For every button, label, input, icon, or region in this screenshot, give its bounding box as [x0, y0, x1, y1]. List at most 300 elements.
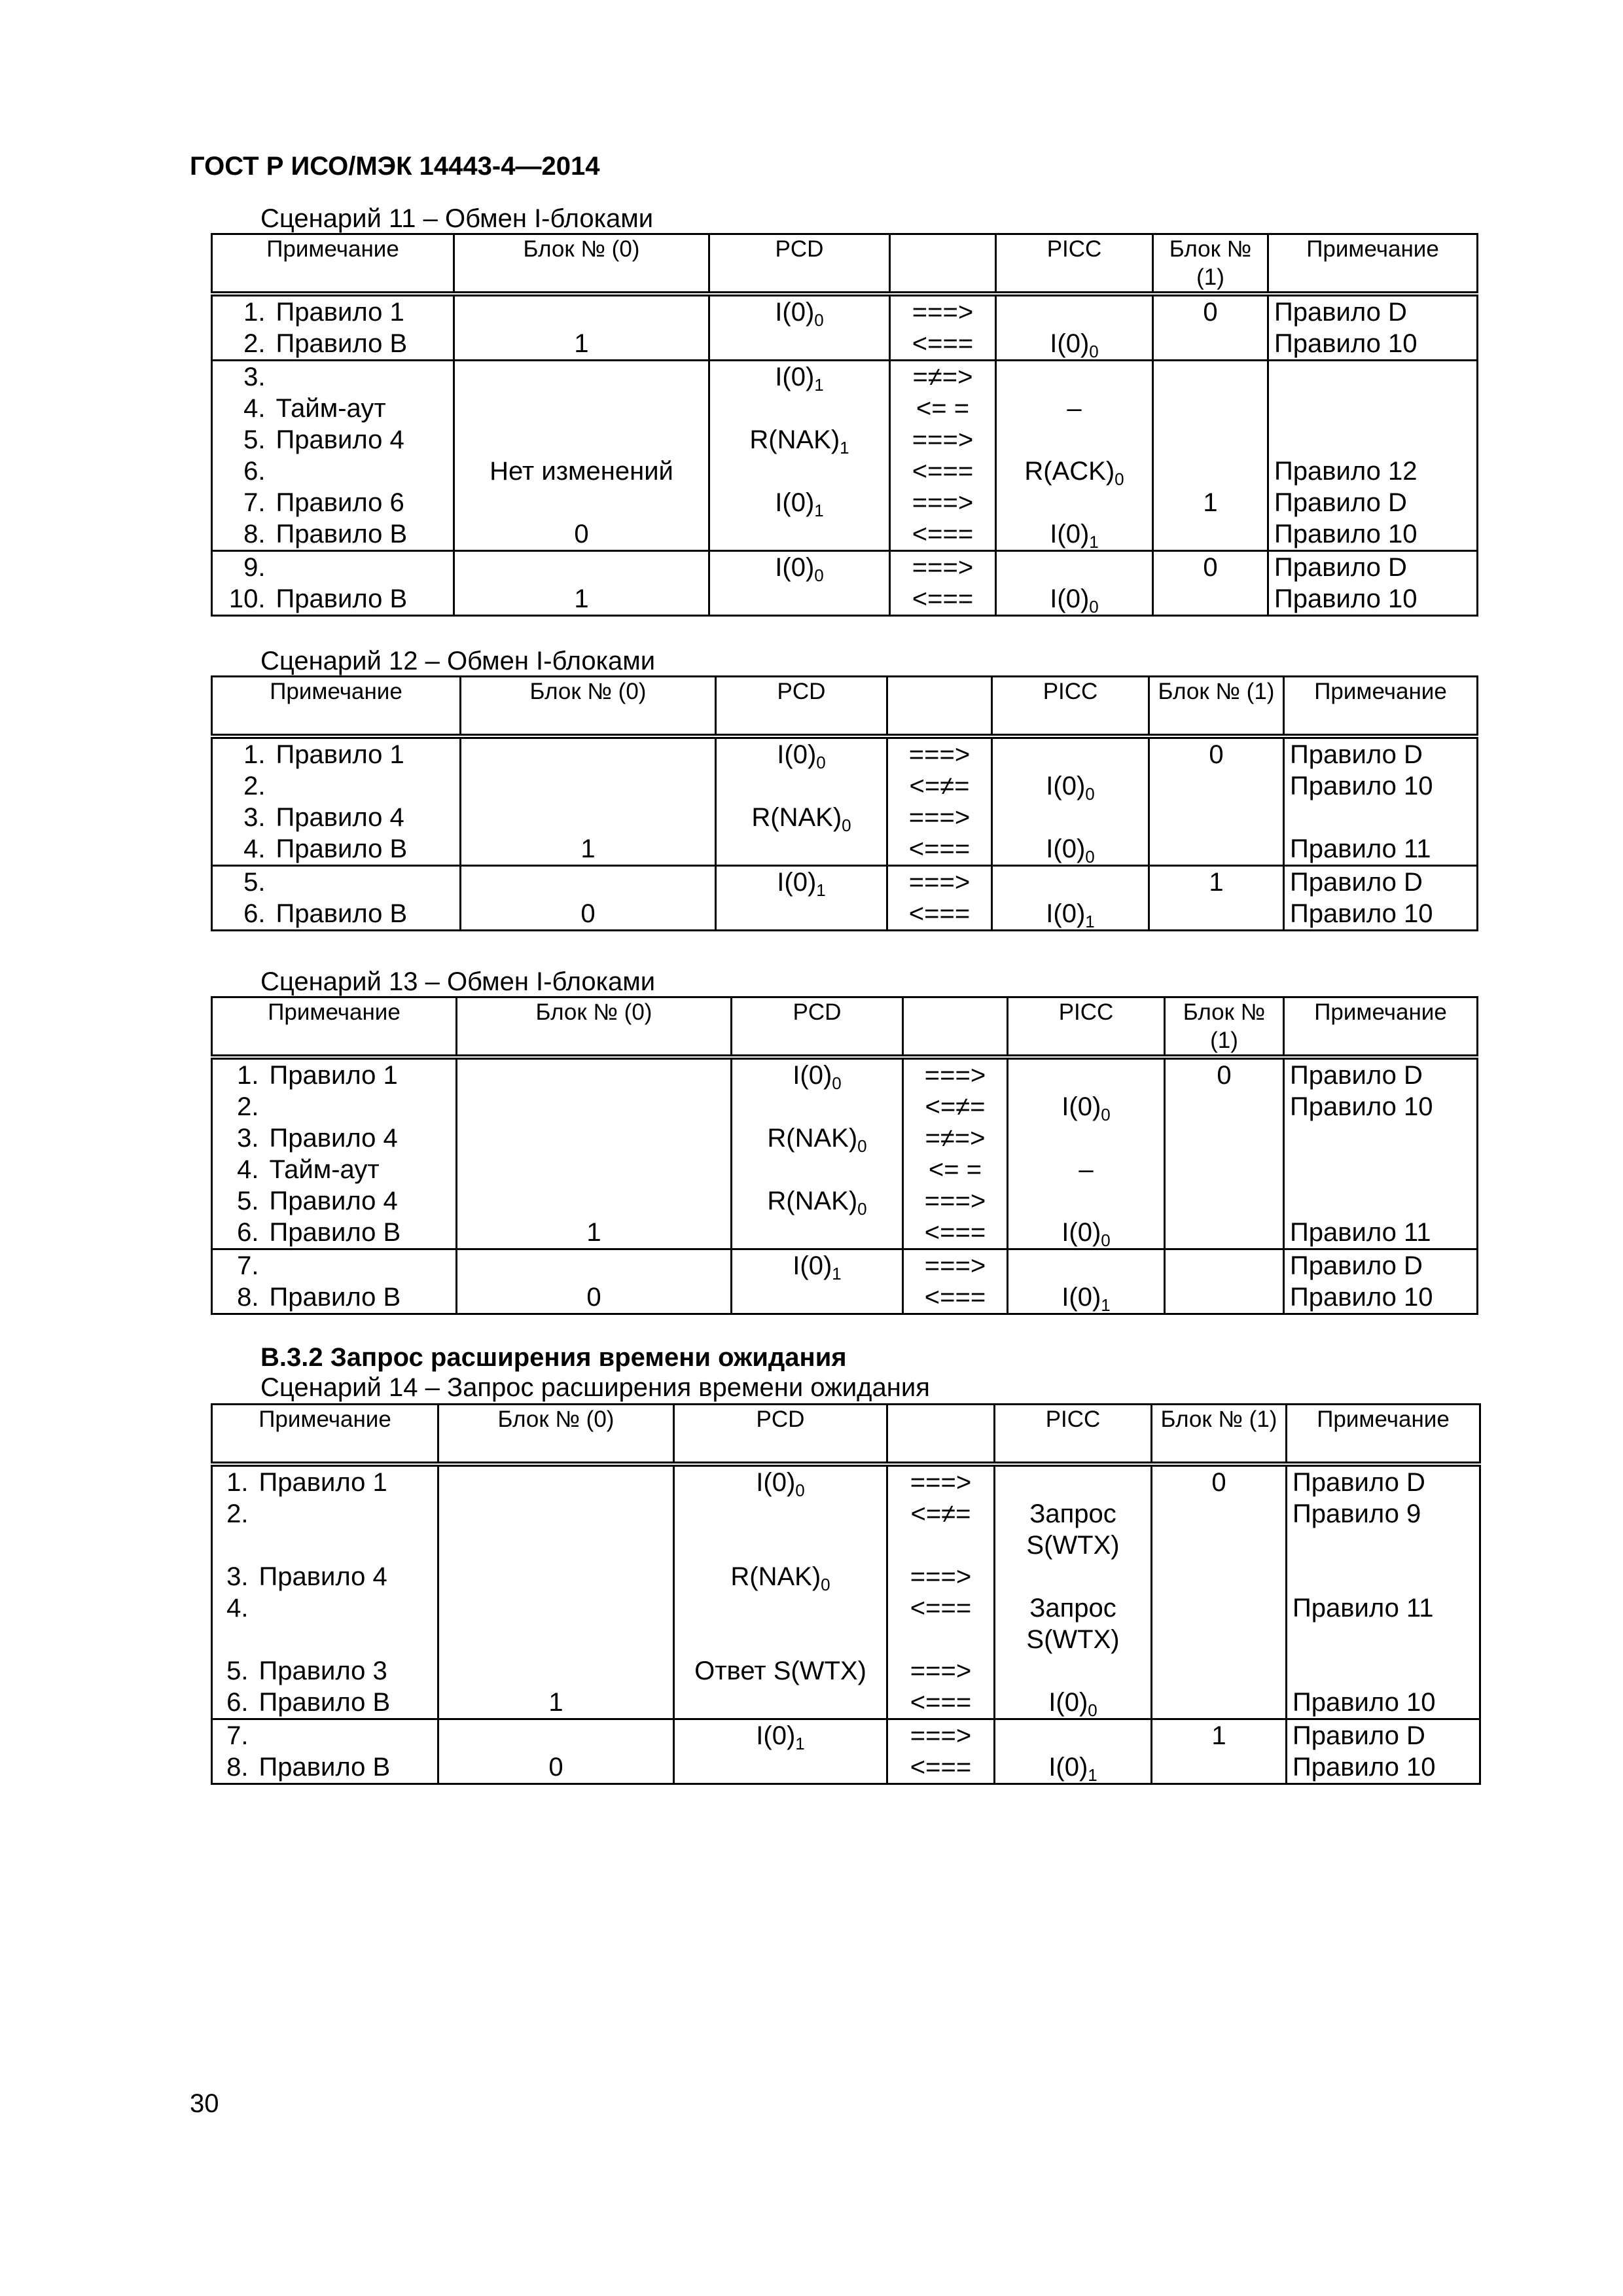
rule-cell: Правило 4: [271, 424, 454, 456]
table-row: [212, 802, 1478, 833]
scenario-caption: Сценарий 13 – Обмен I-блоками: [260, 967, 656, 996]
rule-cell: Правило 4: [264, 1122, 457, 1154]
scenario-caption: Сценарий 14 – Запрос расширения времени ожидания: [260, 1373, 930, 1402]
picc-cell-text: I(0): [1048, 1753, 1088, 1782]
remark-cell: Правило 10: [1284, 898, 1478, 931]
col-header-block1: Блок № (1): [1153, 234, 1268, 295]
picc-cell-subscript: 0: [1089, 597, 1099, 617]
table-row: [212, 770, 1478, 802]
col-header-block0: Блок № (0): [457, 997, 732, 1058]
step-number: 3.: [212, 1122, 264, 1154]
direction-arrow: <===: [887, 1687, 995, 1719]
picc-cell: [995, 1464, 1152, 1498]
rule-cell: Правило 1: [271, 736, 461, 770]
direction-arrow: <= =: [903, 1154, 1008, 1185]
pcd-cell-text: I(0): [775, 298, 815, 327]
section-title: B.3.2 Запрос расширения времени ожидания: [260, 1343, 847, 1372]
picc-cell-text: I(0): [1061, 1218, 1101, 1247]
pcd-cell: [709, 456, 890, 487]
table-header: [212, 997, 1478, 1058]
picc-cell: [1008, 1091, 1165, 1122]
pcd-cell-subscript: 1: [814, 501, 824, 520]
block0-cell: [438, 1464, 674, 1498]
pcd-cell-subscript: 0: [832, 1073, 842, 1093]
remark-cell: Правило 10: [1268, 583, 1478, 616]
direction-arrow: <===: [887, 1592, 995, 1655]
direction-arrow: ===>: [890, 487, 996, 518]
rule-cell: [271, 361, 454, 393]
pcd-cell: [709, 487, 890, 518]
block0-cell: 0: [454, 518, 709, 551]
rule-cell: [254, 1592, 438, 1655]
table-row: [212, 487, 1478, 518]
block0-cell: [457, 1057, 732, 1091]
col-header-direction: [890, 234, 996, 295]
picc-cell: [1008, 1057, 1165, 1091]
table-row: [212, 1057, 1478, 1091]
scenario-table: [211, 675, 1478, 931]
direction-arrow: ===>: [890, 294, 996, 328]
block0-cell: [454, 294, 709, 328]
scenario-table: [211, 233, 1478, 617]
remark-cell: Правило 12: [1268, 456, 1478, 487]
picc-cell-subscript: 1: [1085, 912, 1095, 931]
block0-cell: [457, 1249, 732, 1282]
pcd-cell-subscript: 0: [814, 565, 824, 585]
col-header-remark: Примечание: [1284, 677, 1478, 737]
table-row: [212, 1751, 1480, 1784]
rule-cell: Правило B: [254, 1751, 438, 1784]
pcd-cell: [709, 294, 890, 328]
step-number: 1.: [212, 1057, 264, 1091]
block0-cell: 1: [454, 583, 709, 616]
direction-arrow: <===: [890, 518, 996, 551]
block1-cell: 0: [1149, 736, 1284, 770]
block1-cell: [1153, 328, 1268, 361]
step-number: 7.: [212, 487, 271, 518]
page-number: 30: [190, 2089, 219, 2118]
picc-cell-subscript: 1: [1101, 1295, 1111, 1315]
remark-cell: Правило D: [1284, 866, 1478, 899]
picc-cell-subscript: 1: [1088, 1765, 1097, 1785]
block0-cell: [461, 736, 716, 770]
rule-cell: [271, 866, 461, 899]
block0-cell: 1: [461, 833, 716, 866]
pcd-cell: [674, 1592, 887, 1655]
pcd-cell: [674, 1464, 887, 1498]
remark-cell: Правило 11: [1284, 833, 1478, 866]
block1-cell: [1149, 770, 1284, 802]
table-row: [212, 1122, 1478, 1154]
block1-cell: [1149, 898, 1284, 931]
block1-cell: [1152, 1751, 1287, 1784]
direction-arrow: ===>: [887, 1561, 995, 1592]
picc-cell-subscript: 0: [1115, 469, 1124, 489]
direction-arrow: ===>: [887, 1464, 995, 1498]
pcd-cell: [716, 802, 887, 833]
picc-cell: [996, 361, 1153, 393]
table-header: [212, 1405, 1480, 1465]
scenario-caption: Сценарий 12 – Обмен I-блоками: [260, 647, 656, 675]
rule-cell: Правило 3: [254, 1655, 438, 1687]
block0-cell: [457, 1122, 732, 1154]
pcd-cell: [709, 518, 890, 551]
step-number: 2.: [212, 1498, 254, 1561]
picc-cell: [1008, 1154, 1165, 1185]
rule-cell: Правило 4: [264, 1185, 457, 1217]
pcd-cell: [732, 1122, 903, 1154]
block1-cell: [1165, 1249, 1284, 1282]
col-header-remark: Примечание: [1268, 234, 1478, 295]
step-number: 8.: [212, 1751, 254, 1784]
block1-cell: [1153, 456, 1268, 487]
remark-cell: [1284, 802, 1478, 833]
pcd-cell-text: I(0): [793, 1061, 832, 1090]
picc-cell-text: I(0): [1061, 1283, 1101, 1312]
picc-cell-text: I(0): [1048, 1688, 1088, 1717]
pcd-cell: [732, 1154, 903, 1185]
step-number: 1.: [212, 1464, 254, 1498]
pcd-cell-subscript: 0: [814, 310, 824, 330]
picc-cell-subscript: 1: [1089, 532, 1099, 552]
picc-cell: [996, 424, 1153, 456]
step-number: 5.: [212, 866, 271, 899]
block1-cell: [1152, 1561, 1287, 1592]
col-header-note: Примечание: [212, 1405, 438, 1465]
col-header-direction: [887, 677, 992, 737]
block1-cell: 0: [1153, 294, 1268, 328]
picc-cell-subscript: 0: [1089, 342, 1099, 361]
rule-cell: Правило B: [264, 1217, 457, 1249]
block1-cell: [1165, 1154, 1284, 1185]
pcd-cell-text: R(NAK): [749, 425, 840, 454]
picc-cell-text: –: [1079, 1155, 1094, 1184]
block0-cell: 0: [461, 898, 716, 931]
picc-cell: [992, 898, 1149, 931]
col-header-block0: Блок № (0): [438, 1405, 674, 1465]
picc-cell: [995, 1498, 1152, 1561]
remark-cell: [1268, 424, 1478, 456]
picc-cell: [996, 328, 1153, 361]
col-header-block0: Блок № (0): [461, 677, 716, 737]
col-header-picc: PICC: [996, 234, 1153, 295]
direction-arrow: ===>: [903, 1185, 1008, 1217]
table-row: [212, 361, 1478, 393]
block0-cell: [438, 1498, 674, 1561]
picc-cell: [1008, 1282, 1165, 1314]
header-row: [212, 997, 1478, 1058]
block1-cell: [1153, 424, 1268, 456]
picc-cell-subscript: 0: [1101, 1105, 1111, 1124]
block0-cell: [454, 551, 709, 584]
remark-cell: [1287, 1561, 1480, 1592]
step-number: 5.: [212, 424, 271, 456]
block1-cell: 0: [1152, 1464, 1287, 1498]
rule-cell: Правило 4: [254, 1561, 438, 1592]
direction-arrow: <===: [887, 898, 992, 931]
block1-cell: [1149, 833, 1284, 866]
step-number: 6.: [212, 1687, 254, 1719]
picc-cell: [996, 487, 1153, 518]
document-header: ГОСТ Р ИСО/МЭК 14443-4—2014: [190, 152, 600, 181]
pcd-cell-subscript: 0: [816, 753, 826, 772]
picc-cell-text: I(0): [1050, 329, 1090, 358]
block0-cell: 0: [438, 1751, 674, 1784]
remark-cell: [1284, 1185, 1478, 1217]
table-row: [212, 1655, 1480, 1687]
col-header-remark: Примечание: [1287, 1405, 1480, 1465]
direction-arrow: <===: [890, 456, 996, 487]
pcd-cell-text: I(0): [775, 363, 815, 391]
pcd-cell: [716, 770, 887, 802]
pcd-cell: [732, 1249, 903, 1282]
direction-arrow: ===>: [887, 736, 992, 770]
row-group: [212, 551, 1478, 616]
block0-cell: [454, 487, 709, 518]
picc-cell: [995, 1719, 1152, 1752]
block1-cell: 1: [1149, 866, 1284, 899]
picc-cell: [992, 833, 1149, 866]
scenario-caption: Сценарий 11 – Обмен I-блоками: [260, 204, 654, 233]
step-number: 4.: [212, 393, 271, 424]
table-header: [212, 677, 1478, 737]
step-number: 7.: [212, 1719, 254, 1752]
remark-cell: Правило D: [1268, 551, 1478, 584]
col-header-picc: PICC: [995, 1405, 1152, 1465]
col-header-pcd: PCD: [732, 997, 903, 1058]
pcd-cell: [716, 898, 887, 931]
direction-arrow: ===>: [887, 1719, 995, 1752]
direction-arrow: ===>: [890, 424, 996, 456]
block1-cell: 1: [1153, 487, 1268, 518]
pcd-cell: [674, 1687, 887, 1719]
pcd-cell: [716, 833, 887, 866]
step-number: 4.: [212, 1154, 264, 1185]
pcd-cell-subscript: 0: [821, 1575, 830, 1594]
remark-cell: Правило D: [1284, 1249, 1478, 1282]
rule-cell: Правило 1: [264, 1057, 457, 1091]
block1-cell: [1149, 802, 1284, 833]
pcd-cell: [732, 1091, 903, 1122]
block1-cell: [1152, 1498, 1287, 1561]
picc-cell-text: I(0): [1050, 520, 1090, 548]
picc-cell: [995, 1751, 1152, 1784]
step-number: 8.: [212, 1282, 264, 1314]
rule-cell: Правило B: [271, 833, 461, 866]
remark-cell: Правило 10: [1284, 770, 1478, 802]
direction-arrow: ===>: [887, 1655, 995, 1687]
remark-cell: Правило 10: [1287, 1687, 1480, 1719]
pcd-cell-subscript: 0: [795, 1480, 805, 1500]
direction-arrow: <=≠=: [887, 770, 992, 802]
block1-cell: [1153, 518, 1268, 551]
pcd-cell: [674, 1655, 887, 1687]
remark-cell: Правило 10: [1284, 1282, 1478, 1314]
block1-cell: [1153, 393, 1268, 424]
rule-cell: [254, 1719, 438, 1752]
row-group: [212, 1464, 1480, 1719]
block1-cell: [1152, 1687, 1287, 1719]
picc-cell: [992, 770, 1149, 802]
block1-cell: 0: [1165, 1057, 1284, 1091]
direction-arrow: =≠=>: [890, 361, 996, 393]
table-row: [212, 456, 1478, 487]
remark-cell: Правило 10: [1268, 328, 1478, 361]
pcd-cell-text: R(NAK): [730, 1562, 821, 1591]
block0-cell: 1: [457, 1217, 732, 1249]
picc-cell: [1008, 1217, 1165, 1249]
pcd-cell-text: R(NAK): [767, 1187, 858, 1215]
block0-cell: [461, 866, 716, 899]
rule-cell: Правило 1: [254, 1464, 438, 1498]
direction-arrow: <===: [903, 1282, 1008, 1314]
rule-cell: Правило B: [271, 898, 461, 931]
block0-cell: Нет изменений: [454, 456, 709, 487]
block0-cell: [438, 1655, 674, 1687]
table-row: [212, 1185, 1478, 1217]
picc-cell: [996, 518, 1153, 551]
col-header-direction: [887, 1405, 995, 1465]
step-number: 3.: [212, 802, 271, 833]
picc-cell-subscript: 0: [1085, 784, 1095, 804]
step-number: 3.: [212, 361, 271, 393]
table-row: [212, 898, 1478, 931]
step-number: 2.: [212, 770, 271, 802]
header-row: [212, 1405, 1480, 1465]
remark-cell: Правило D: [1268, 294, 1478, 328]
rule-cell: [254, 1498, 438, 1561]
scenario-table: [211, 1403, 1481, 1785]
table-row: [212, 551, 1478, 584]
step-number: 2.: [212, 328, 271, 361]
rule-cell: [264, 1249, 457, 1282]
col-header-block0: Блок № (0): [454, 234, 709, 295]
table-row: [212, 1498, 1480, 1561]
header-row: [212, 677, 1478, 737]
row-group: [212, 294, 1478, 361]
step-number: 10.: [212, 583, 271, 616]
row-group: [212, 866, 1478, 931]
remark-cell: Правило D: [1287, 1719, 1480, 1752]
remark-cell: Правило 9: [1287, 1498, 1480, 1561]
table-row: [212, 294, 1478, 328]
block0-cell: [454, 361, 709, 393]
direction-arrow: ===>: [887, 866, 992, 899]
picc-cell-text: Запрос S(WTX): [1026, 1499, 1120, 1560]
pcd-cell-text: I(0): [793, 1251, 832, 1280]
picc-cell-text: R(ACK): [1024, 457, 1115, 486]
direction-arrow: <===: [887, 833, 992, 866]
picc-cell: [995, 1655, 1152, 1687]
direction-arrow: <===: [890, 328, 996, 361]
pcd-cell: [732, 1217, 903, 1249]
remark-cell: Правило D: [1287, 1464, 1480, 1498]
step-number: 6.: [212, 898, 271, 931]
picc-cell: [996, 393, 1153, 424]
pcd-cell: [674, 1751, 887, 1784]
step-number: 6.: [212, 456, 271, 487]
pcd-cell-text: I(0): [756, 1468, 796, 1497]
col-header-note: Примечание: [212, 234, 454, 295]
remark-cell: [1287, 1655, 1480, 1687]
pcd-cell-text: R(NAK): [751, 803, 842, 832]
remark-cell: [1268, 361, 1478, 393]
rule-cell: Правило B: [264, 1282, 457, 1314]
table-row: [212, 1561, 1480, 1592]
remark-cell: Правило 11: [1287, 1592, 1480, 1655]
step-number: 5.: [212, 1185, 264, 1217]
remark-cell: Правило 10: [1287, 1751, 1480, 1784]
remark-cell: Правило 10: [1284, 1091, 1478, 1122]
row-group: [212, 361, 1478, 551]
block1-cell: [1165, 1282, 1284, 1314]
row-group: [212, 736, 1478, 866]
col-header-note: Примечание: [212, 997, 457, 1058]
block0-cell: 1: [438, 1687, 674, 1719]
table-row: [212, 1091, 1478, 1122]
block0-cell: [461, 802, 716, 833]
pcd-cell: [732, 1282, 903, 1314]
rule-cell: Правило 6: [271, 487, 454, 518]
block0-cell: 0: [457, 1282, 732, 1314]
remark-cell: [1268, 393, 1478, 424]
remark-cell: Правило 11: [1284, 1217, 1478, 1249]
rule-cell: Правило B: [254, 1687, 438, 1719]
row-group: [212, 1057, 1478, 1249]
step-number: 8.: [212, 518, 271, 551]
step-number: 2.: [212, 1091, 264, 1122]
picc-cell-text: –: [1067, 394, 1082, 423]
pcd-cell-subscript: 0: [842, 816, 851, 835]
table-row: [212, 1719, 1480, 1752]
pcd-cell-subscript: 0: [857, 1199, 867, 1219]
picc-cell-text: I(0): [1046, 899, 1086, 928]
step-number: 1.: [212, 736, 271, 770]
block1-cell: 1: [1152, 1719, 1287, 1752]
col-header-pcd: PCD: [709, 234, 890, 295]
picc-cell: [992, 866, 1149, 899]
table-row: [212, 736, 1478, 770]
pcd-cell-subscript: 1: [840, 438, 849, 457]
pcd-cell-text: Ответ S(WTX): [694, 1657, 866, 1685]
step-number: 1.: [212, 294, 271, 328]
picc-cell: [996, 583, 1153, 616]
pcd-cell: [709, 328, 890, 361]
pcd-cell: [716, 866, 887, 899]
block0-cell: [461, 770, 716, 802]
table-row: [212, 866, 1478, 899]
block0-cell: [438, 1561, 674, 1592]
pcd-cell: [709, 393, 890, 424]
table-row: [212, 1592, 1480, 1655]
pcd-cell-text: I(0): [775, 488, 815, 517]
pcd-cell: [709, 583, 890, 616]
block1-cell: [1165, 1217, 1284, 1249]
pcd-cell: [674, 1719, 887, 1752]
direction-arrow: <===: [887, 1751, 995, 1784]
remark-cell: [1284, 1122, 1478, 1154]
remark-cell: Правило 10: [1268, 518, 1478, 551]
col-header-block1: Блок № (1): [1152, 1405, 1287, 1465]
pcd-cell-subscript: 1: [795, 1734, 805, 1753]
rule-cell: [264, 1091, 457, 1122]
direction-arrow: <=≠=: [887, 1498, 995, 1561]
block1-cell: [1153, 583, 1268, 616]
direction-arrow: <=≠=: [903, 1091, 1008, 1122]
rule-cell: [271, 770, 461, 802]
pcd-cell: [716, 736, 887, 770]
rule-cell: Правило B: [271, 328, 454, 361]
